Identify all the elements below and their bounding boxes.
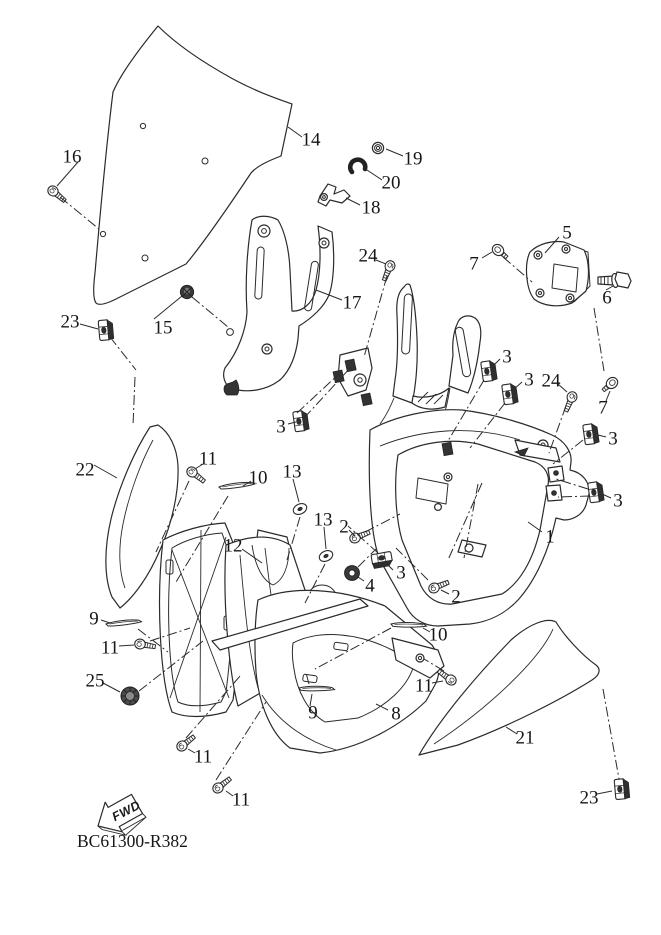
part-label-18-4: 18: [361, 197, 381, 219]
hex-nut-part-19: [372, 142, 383, 153]
drawing-code: BC61300-R382: [77, 831, 188, 851]
part-label-8-38: 8: [391, 703, 401, 725]
part-label-3-20: 3: [502, 346, 512, 368]
part-label-12-18: 12: [223, 535, 243, 557]
part-label-13-16: 13: [282, 461, 302, 483]
part-label-7-23: 7: [598, 397, 608, 419]
part-label-15-11: 15: [153, 317, 173, 339]
part-label-7-8: 7: [469, 253, 479, 275]
part-label-5-7: 5: [562, 222, 572, 244]
washer-part-13-upper: [292, 502, 309, 517]
part-label-14-1: 14: [301, 129, 321, 151]
part-label-13-17: 13: [313, 509, 333, 531]
screw-part-2-right: [427, 578, 450, 595]
part-label-24-22: 24: [541, 370, 561, 392]
clip-nut-part-3-e: [588, 481, 605, 503]
part-label-21-39: 21: [515, 727, 535, 749]
clip-part-23-lower: [614, 778, 630, 799]
part-label-11-31: 11: [100, 637, 120, 659]
part-label-3-24: 3: [608, 428, 618, 450]
part-label-6-9: 6: [602, 287, 612, 309]
clip-nut-part-3-d: [583, 423, 600, 445]
washer-part-13-lower: [318, 549, 335, 564]
part-label-3-12: 3: [276, 416, 286, 438]
part-label-9-30: 9: [89, 608, 99, 630]
clip-nut-part-3-a: [293, 410, 310, 432]
part-label-11-35: 11: [193, 746, 213, 768]
screw-part-16: [46, 184, 68, 205]
part-label-4-28: 4: [365, 575, 375, 597]
part-label-22-13: 22: [75, 459, 95, 481]
fwd-badge-label: FWD: [109, 798, 143, 825]
part-label-3-25: 3: [613, 490, 623, 512]
part-label-1-26: 1: [545, 526, 555, 548]
part-label-10-34: 10: [428, 624, 448, 646]
screw-part-24-lower: [561, 390, 578, 413]
dome-nut-part-15: [180, 285, 193, 298]
windshield-bracket-part-17: [224, 216, 334, 395]
e-clip-part-20: [350, 160, 365, 172]
knurled-nut-part-25: [121, 687, 139, 705]
stay-bracket-part-5: [527, 241, 590, 305]
part-label-11-36: 11: [231, 789, 251, 811]
clip-part-23-upper: [98, 319, 114, 340]
clip-nut-part-3-c: [502, 383, 519, 405]
part-label-3-21: 3: [524, 369, 534, 391]
part-label-20-3: 20: [381, 172, 401, 194]
part-label-9-33: 9: [308, 702, 318, 724]
part-label-2-29: 2: [451, 586, 461, 608]
fwd-direction-badge: [98, 794, 146, 835]
part-label-23-10: 23: [60, 311, 80, 333]
part-label-25-32: 25: [85, 670, 105, 692]
part-label-16-0: 16: [62, 146, 82, 168]
screw-part-11-e: [436, 667, 459, 687]
headlight-stay-part-1: [369, 410, 589, 626]
trim-strip-part-9-left: [106, 619, 142, 626]
screw-part-7-upper: [490, 242, 510, 261]
clip-nut-part-3-b: [481, 360, 498, 382]
hinge-bracket-part-18: [318, 184, 350, 206]
part-label-11-14: 11: [198, 448, 218, 470]
flange-bolt-part-6: [598, 272, 631, 288]
grommet-part-4: [345, 566, 360, 581]
part-label-10-15: 10: [248, 467, 268, 489]
part-label-3-27: 3: [396, 562, 406, 584]
part-label-24-5: 24: [358, 245, 378, 267]
part-label-2-19: 2: [339, 516, 349, 538]
part-label-11-37: 11: [414, 675, 434, 697]
part-label-23-40: 23: [579, 787, 599, 809]
part-label-17-6: 17: [342, 292, 362, 314]
screw-part-11-d: [211, 775, 233, 796]
part-label-19-2: 19: [403, 148, 423, 170]
